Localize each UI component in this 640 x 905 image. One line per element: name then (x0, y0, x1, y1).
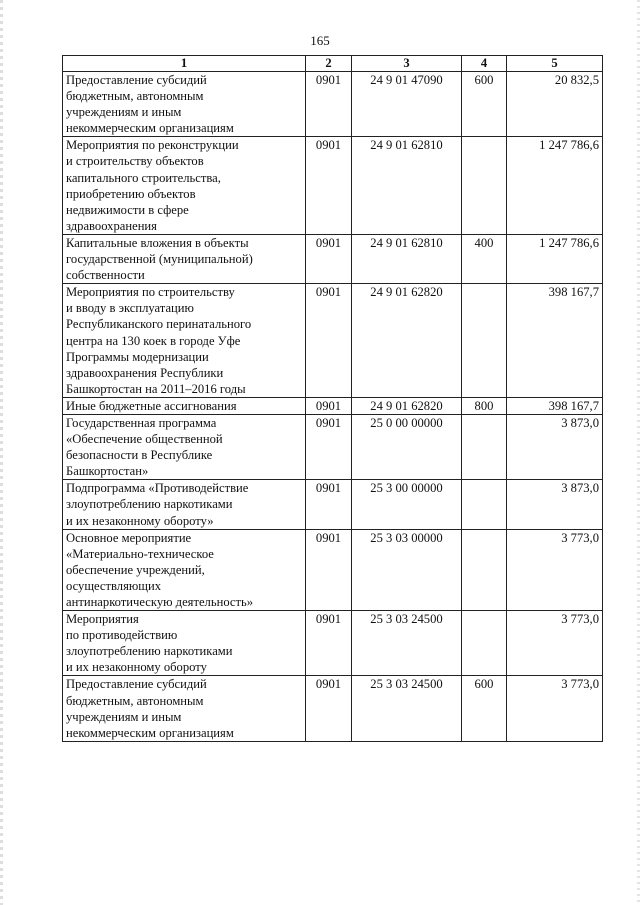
amount-value: 398 167,7 (507, 397, 603, 414)
section-code: 0901 (306, 480, 352, 529)
scan-edge-left (0, 0, 3, 905)
target-article-code: 25 3 00 00000 (352, 480, 462, 529)
row-name-cell (63, 137, 306, 235)
target-article-code: 24 9 01 47090 (352, 72, 462, 137)
row-name-cell (63, 480, 306, 529)
target-article-code: 25 3 03 00000 (352, 529, 462, 610)
section-code: 0901 (306, 397, 352, 414)
table-row (63, 137, 603, 235)
amount-value: 1 247 786,6 (507, 234, 603, 283)
row-name: Основное мероприятие «Материально-техническое обеспечение учреждений, осуществляющих антинаркотическую деятельность» (66, 530, 254, 609)
row-name: Мероприятия по противодействию злоупотреблению наркотиками и их незаконному обороту (66, 612, 233, 675)
section-code: 0901 (306, 234, 352, 283)
table-header (63, 56, 603, 72)
amount-value: 3 773,0 (507, 529, 603, 610)
row-name-cell (63, 284, 306, 398)
target-article-code: 24 9 01 62810 (352, 137, 462, 235)
page-number: 165 (310, 33, 330, 48)
expense-type-code (462, 284, 507, 398)
section-code: 0901 (306, 72, 352, 137)
table-row (63, 480, 603, 529)
target-article-code: 25 3 03 24500 (352, 611, 462, 676)
section-code: 0901 (306, 414, 352, 479)
expense-type-code: 800 (462, 397, 507, 414)
budget-table (62, 55, 603, 742)
expense-type-code: 600 (462, 676, 507, 741)
target-article-code: 24 9 01 62820 (352, 284, 462, 398)
table-row (63, 414, 603, 479)
table-row (63, 234, 603, 283)
row-name: Государственная программа «Обеспечение общественной безопасности в Республике Башкортостан» (66, 415, 223, 479)
table-row (63, 611, 603, 676)
amount-value: 3 873,0 (507, 414, 603, 479)
column-header-1: 1 (63, 56, 306, 72)
row-name: Предоставление субсидий бюджетным, автономным учреждениям и иным некоммерческим организациям (66, 73, 234, 136)
amount-value: 3 773,0 (507, 676, 603, 741)
column-header-5: 5 (507, 56, 603, 72)
row-name: Капитальные вложения в объекты государственной (муниципальной) собственности (66, 235, 253, 283)
table-row (63, 676, 603, 741)
row-name: Подпрограмма «Противодействие злоупотреблению наркотиками и их незаконному обороту» (66, 481, 249, 528)
row-name-cell (63, 529, 306, 610)
expense-type-code (462, 414, 507, 479)
row-name-cell (63, 676, 306, 741)
expense-type-code (462, 529, 507, 610)
expense-type-code (462, 611, 507, 676)
target-article-code: 25 0 00 00000 (352, 414, 462, 479)
row-name: Иные бюджетные ассигнования (66, 398, 237, 413)
target-article-code: 24 9 01 62810 (352, 234, 462, 283)
target-article-code: 25 3 03 24500 (352, 676, 462, 741)
header-row (63, 56, 603, 72)
table-body (63, 72, 603, 742)
row-name: Предоставление субсидий бюджетным, автономным учреждениям и иным некоммерческим организациям (66, 677, 234, 740)
table-row (63, 529, 603, 610)
section-code: 0901 (306, 137, 352, 235)
table-row (63, 72, 603, 137)
column-header-4: 4 (462, 56, 507, 72)
expense-type-code (462, 137, 507, 235)
table-row (63, 284, 603, 398)
section-code: 0901 (306, 676, 352, 741)
row-name: Мероприятия по строительству и вводу в эксплуатацию Республиканского перинатального центра на 130 коек в городе Уфе Программы модернизации здравоохранения Республики Башкортостан на 2011–2016 годы (66, 285, 252, 396)
row-name-cell (63, 397, 306, 414)
amount-value: 1 247 786,6 (507, 137, 603, 235)
section-code: 0901 (306, 284, 352, 398)
expense-type-code: 400 (462, 234, 507, 283)
row-name-cell (63, 414, 306, 479)
amount-value: 3 873,0 (507, 480, 603, 529)
row-name-cell (63, 72, 306, 137)
column-header-3: 3 (352, 56, 462, 72)
expense-type-code (462, 480, 507, 529)
amount-value: 20 832,5 (507, 72, 603, 137)
section-code: 0901 (306, 611, 352, 676)
table-row (63, 397, 603, 414)
column-header-2: 2 (306, 56, 352, 72)
amount-value: 398 167,7 (507, 284, 603, 398)
amount-value: 3 773,0 (507, 611, 603, 676)
row-name-cell (63, 611, 306, 676)
row-name-cell (63, 234, 306, 283)
row-name: Мероприятия по реконструкции и строительству объектов капитального строительства, приобретению объектов недвижимости в сфере здравоохранения (66, 138, 239, 233)
target-article-code: 24 9 01 62820 (352, 397, 462, 414)
expense-type-code: 600 (462, 72, 507, 137)
section-code: 0901 (306, 529, 352, 610)
